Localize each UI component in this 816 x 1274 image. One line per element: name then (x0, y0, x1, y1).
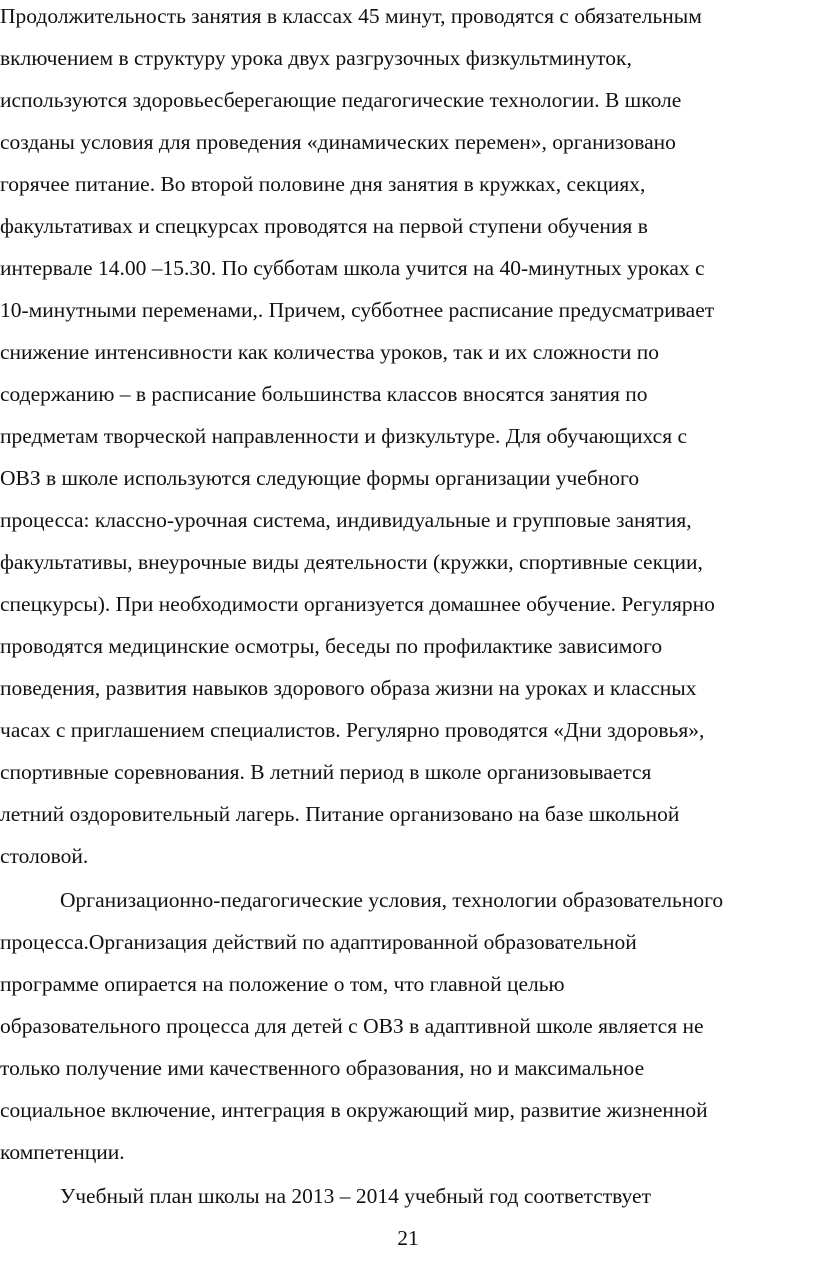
text-line: ОВЗ в школе используются следующие формы организации учебного (0, 466, 640, 490)
text-line: горячее питание. Во второй половине дня занятия в кружках, секциях, (0, 172, 646, 196)
text-line: включением в структуру урока двух разгрузочных физкультминуток, (0, 46, 632, 70)
text-line: Продолжительность занятия в классах 45 минут, проводятся с обязательным (0, 4, 702, 28)
text-line: компетенции. (0, 1140, 125, 1164)
text-line: интервале 14.00 –15.30. По субботам школа учится на 40-минутных уроках с (0, 256, 705, 280)
text-line: социальное включение, интеграция в окружающий мир, развитие жизненной (0, 1098, 708, 1122)
text-line: 10-минутными переменами,. Причем, субботнее расписание предусматривает (0, 298, 715, 322)
text-line: содержанию – в расписание большинства классов вносятся занятия по (0, 382, 648, 406)
text-line: созданы условия для проведения «динамических перемен», организовано (0, 130, 676, 154)
text-line: Учебный план школы на 2013 – 2014 учебный год соответствует (60, 1184, 651, 1208)
text-line: процесса: классно-урочная система, индивидуальные и групповые занятия, (0, 508, 692, 532)
text-line: спецкурсы). При необходимости организуется домашнее обучение. Регулярно (0, 592, 715, 616)
text-line: снижение интенсивности как количества уроков, так и их сложности по (0, 340, 660, 364)
text-line: факультативы, внеурочные виды деятельности (кружки, спортивные секции, (0, 550, 703, 574)
text-line: летний оздоровительный лагерь. Питание организовано на базе школьной (0, 802, 680, 826)
text-line: проводятся медицинские осмотры, беседы по профилактике зависимого (0, 634, 663, 658)
text-line: столовой. (0, 844, 89, 868)
text-line: процесса.Организация действий по адаптированной образовательной (0, 930, 637, 954)
text-line: только получение ими качественного образования, но и максимальное (0, 1056, 645, 1080)
text-line: используются здоровьесберегающие педагогические технологии. В школе (0, 88, 682, 112)
text-line: Организационно-педагогические условия, технологии образовательного (60, 888, 724, 912)
text-line: программе опирается на положение о том, что главной целью (0, 972, 565, 996)
text-line: образовательного процесса для детей с ОВЗ в адаптивной школе является не (0, 1014, 704, 1038)
text-line: спортивные соревнования. В летний период в школе организовывается (0, 760, 652, 784)
text-line: поведения, развития навыков здорового образа жизни на уроках и классных (0, 676, 697, 700)
page-number: 21 (397, 1226, 419, 1250)
text-line: часах с приглашением специалистов. Регулярно проводятся «Дни здоровья», (0, 718, 705, 742)
text-line: факультативах и спецкурсах проводятся на первой ступени обучения в (0, 214, 648, 238)
text-line: предметам творческой направленности и физкультуре. Для обучающихся с (0, 424, 688, 448)
